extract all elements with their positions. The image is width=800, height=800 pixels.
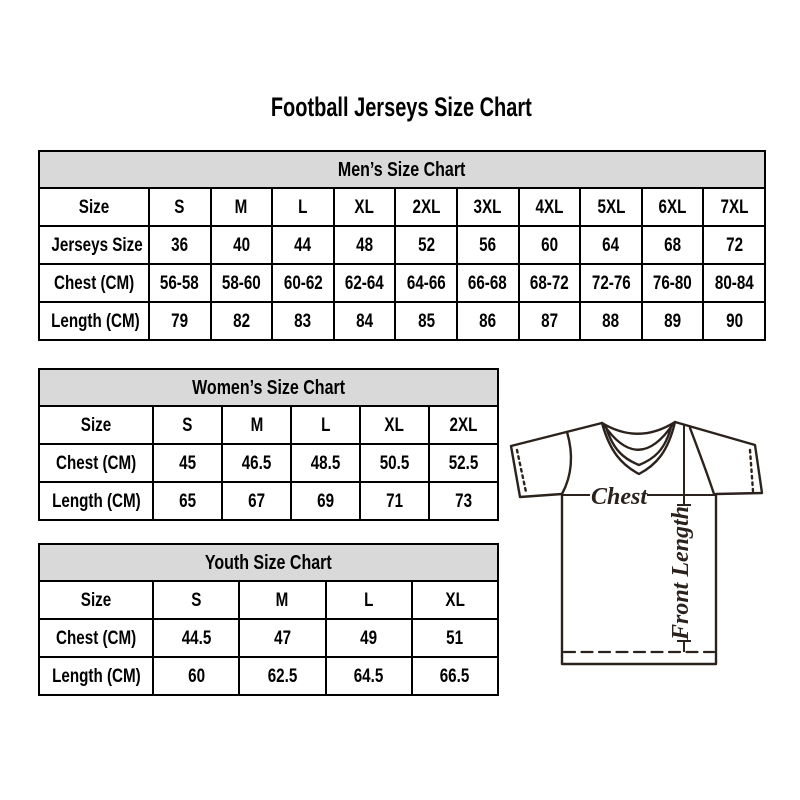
- column-header-label: S: [174, 196, 185, 218]
- size-value: 89: [664, 310, 681, 332]
- size-value-cell: [642, 302, 704, 340]
- column-header-label: 2XL: [412, 196, 441, 218]
- table-row: [39, 544, 498, 581]
- size-value: 82: [232, 310, 250, 332]
- row-label: [39, 226, 149, 264]
- column-header: [153, 581, 239, 619]
- size-value: 62-64: [345, 272, 385, 294]
- column-header: [39, 581, 153, 619]
- row-label-text: Chest (CM): [55, 627, 137, 649]
- column-header: [222, 406, 291, 444]
- size-value: 71: [386, 490, 403, 512]
- size-value: 85: [417, 310, 435, 332]
- size-value: 46.5: [241, 452, 272, 474]
- size-value-cell: [291, 482, 360, 520]
- size-value-cell: [326, 657, 412, 695]
- size-value: 49: [360, 627, 378, 649]
- size-value-cell: [153, 657, 239, 695]
- size-value: 83: [294, 310, 312, 332]
- size-value-cell: [360, 444, 429, 482]
- size-value: 64: [602, 234, 620, 256]
- size-value: 72-76: [591, 272, 631, 294]
- column-header: [39, 188, 149, 226]
- size-value-cell: [519, 264, 581, 302]
- column-header: [703, 188, 765, 226]
- column-header-label: 2XL: [449, 414, 478, 436]
- column-header-label: Size: [80, 414, 112, 436]
- size-value-cell: [412, 657, 498, 695]
- column-header-label: M: [250, 414, 263, 436]
- size-value-cell: [239, 657, 325, 695]
- size-value: 68-72: [529, 272, 569, 294]
- column-header: [412, 581, 498, 619]
- size-value-cell: [457, 302, 519, 340]
- table-section-header: [39, 369, 498, 406]
- row-label: [39, 619, 153, 657]
- column-header: [211, 188, 273, 226]
- column-header-label: 7XL: [720, 196, 749, 218]
- size-value: 40: [232, 234, 250, 256]
- size-value: 68: [664, 234, 681, 256]
- mens-size-table: [38, 150, 766, 341]
- size-value-cell: [395, 302, 457, 340]
- column-header: [149, 188, 211, 226]
- column-header: [153, 406, 222, 444]
- table-row: [39, 581, 498, 619]
- column-header: [429, 406, 498, 444]
- column-header: [642, 188, 704, 226]
- column-header-label: XL: [384, 414, 405, 436]
- size-value: 69: [317, 490, 334, 512]
- column-header-label: Size: [80, 589, 112, 611]
- size-value: 60-62: [283, 272, 323, 294]
- size-value: 47: [273, 627, 291, 649]
- size-value-cell: [222, 444, 291, 482]
- size-value-cell: [211, 302, 273, 340]
- table-row: [39, 369, 498, 406]
- size-value-cell: [642, 226, 704, 264]
- size-value-cell: [149, 226, 211, 264]
- row-label: [39, 302, 149, 340]
- size-value-cell: [429, 482, 498, 520]
- size-value-cell: [153, 619, 239, 657]
- size-value: 64.5: [353, 665, 384, 687]
- size-value: 44.5: [181, 627, 211, 649]
- jersey-armhole-left: [562, 432, 571, 494]
- column-header-label: 3XL: [473, 196, 502, 218]
- column-header: [272, 188, 334, 226]
- size-value: 56: [479, 234, 497, 256]
- size-value: 90: [725, 310, 743, 332]
- table-section-title: Youth Size Chart: [205, 551, 332, 574]
- size-value-cell: [395, 226, 457, 264]
- row-label: [39, 482, 153, 520]
- size-value-cell: [149, 302, 211, 340]
- size-value: 52: [417, 234, 435, 256]
- size-value: 80-84: [714, 272, 754, 294]
- column-header-label: S: [182, 414, 193, 436]
- size-value: 60: [540, 234, 558, 256]
- column-header: [291, 406, 360, 444]
- row-label: [39, 264, 149, 302]
- row-label: [39, 444, 153, 482]
- row-label-text: Length (CM): [51, 490, 141, 512]
- column-header-label: M: [235, 196, 248, 218]
- row-label-text: Jerseys Size: [51, 234, 143, 256]
- size-value-cell: [360, 482, 429, 520]
- size-value: 44: [294, 234, 312, 256]
- size-value: 67: [248, 490, 265, 512]
- column-header-label: XL: [354, 196, 375, 218]
- size-value: 51: [446, 627, 464, 649]
- table-row: [39, 619, 498, 657]
- size-value: 66.5: [440, 665, 470, 687]
- page-title: [38, 92, 764, 123]
- size-value: 86: [479, 310, 497, 332]
- jersey-armhole-right: [690, 428, 714, 494]
- jersey-diagram: [498, 398, 798, 673]
- size-value-cell: [395, 264, 457, 302]
- size-value: 52.5: [448, 452, 479, 474]
- column-header: [334, 188, 396, 226]
- size-value-cell: [153, 482, 222, 520]
- size-value: 48: [356, 234, 374, 256]
- size-value-cell: [211, 226, 273, 264]
- chest-label: Chest: [591, 484, 648, 510]
- size-value: 73: [455, 490, 472, 512]
- table-section-title: Women’s Size Chart: [192, 376, 345, 399]
- size-value: 72: [725, 234, 743, 256]
- size-value: 56-58: [160, 272, 200, 294]
- table-row: [39, 302, 765, 340]
- size-value-cell: [457, 264, 519, 302]
- column-header-label: 6XL: [658, 196, 687, 218]
- column-header: [395, 188, 457, 226]
- womens-size-table: [38, 368, 499, 521]
- size-value-cell: [272, 302, 334, 340]
- table-row: [39, 657, 498, 695]
- row-label: [39, 657, 153, 695]
- size-value-cell: [149, 264, 211, 302]
- table-row: [39, 264, 765, 302]
- size-value-cell: [239, 619, 325, 657]
- column-header-label: 4XL: [535, 196, 564, 218]
- size-value-cell: [703, 264, 765, 302]
- size-value: 45: [179, 452, 196, 474]
- column-header: [457, 188, 519, 226]
- table-row: [39, 444, 498, 482]
- column-header: [239, 581, 325, 619]
- size-value-cell: [211, 264, 273, 302]
- size-value: 66-68: [468, 272, 508, 294]
- size-value-cell: [642, 264, 704, 302]
- column-header: [519, 188, 581, 226]
- column-header-label: XL: [445, 589, 465, 611]
- size-value-cell: [703, 226, 765, 264]
- table-section-header: [39, 151, 765, 188]
- column-header-label: L: [363, 589, 374, 611]
- column-header-label: S: [191, 589, 202, 611]
- size-value: 76-80: [653, 272, 692, 294]
- row-label-text: Length (CM): [51, 665, 141, 687]
- size-value: 48.5: [310, 452, 341, 474]
- size-value-cell: [334, 302, 396, 340]
- size-value-cell: [272, 264, 334, 302]
- row-label-text: Chest (CM): [55, 452, 137, 474]
- size-value-cell: [519, 302, 581, 340]
- size-value-cell: [222, 482, 291, 520]
- size-value-cell: [272, 226, 334, 264]
- column-header-label: L: [298, 196, 308, 218]
- youth-size-table: [38, 543, 499, 696]
- size-value-cell: [580, 302, 642, 340]
- size-value-cell: [412, 619, 498, 657]
- size-value-cell: [580, 264, 642, 302]
- front-length-label: Front Length: [668, 505, 694, 641]
- table-row: [39, 151, 765, 188]
- table-row: [39, 226, 765, 264]
- table-row: [39, 482, 498, 520]
- size-value-cell: [703, 302, 765, 340]
- sleeve-stitch-right-icon: [750, 450, 753, 491]
- column-header-label: L: [320, 414, 331, 436]
- column-header: [360, 406, 429, 444]
- column-header-label: M: [276, 589, 289, 611]
- table-row: [39, 188, 765, 226]
- size-value-cell: [457, 226, 519, 264]
- row-label-text: Chest (CM): [53, 272, 135, 294]
- size-value: 84: [356, 310, 374, 332]
- column-header: [326, 581, 412, 619]
- size-value: 88: [602, 310, 620, 332]
- table-section-title: Men’s Size Chart: [338, 158, 466, 181]
- jersey-outline: [511, 422, 762, 664]
- size-value-cell: [153, 444, 222, 482]
- page-title-text: Football Jerseys Size Chart: [270, 92, 532, 122]
- size-value-cell: [334, 226, 396, 264]
- size-value: 62.5: [267, 665, 298, 687]
- size-value: 58-60: [221, 272, 261, 294]
- table-row: [39, 406, 498, 444]
- column-header-label: Size: [78, 196, 110, 218]
- table-section-header: [39, 544, 498, 581]
- jersey-collar: [602, 422, 675, 474]
- size-value-cell: [580, 226, 642, 264]
- size-value: 87: [540, 310, 558, 332]
- row-label-text: Length (CM): [51, 310, 140, 332]
- size-value-cell: [291, 444, 360, 482]
- size-value-cell: [429, 444, 498, 482]
- column-header: [39, 406, 153, 444]
- size-value: 79: [171, 310, 189, 332]
- size-value: 65: [179, 490, 196, 512]
- size-value: 60: [187, 665, 205, 687]
- size-value-cell: [326, 619, 412, 657]
- column-header-label: 5XL: [597, 196, 625, 218]
- column-header: [580, 188, 642, 226]
- size-value: 50.5: [379, 452, 410, 474]
- size-value: 64-66: [406, 272, 446, 294]
- size-value: 36: [171, 234, 189, 256]
- size-value-cell: [334, 264, 396, 302]
- size-value-cell: [519, 226, 581, 264]
